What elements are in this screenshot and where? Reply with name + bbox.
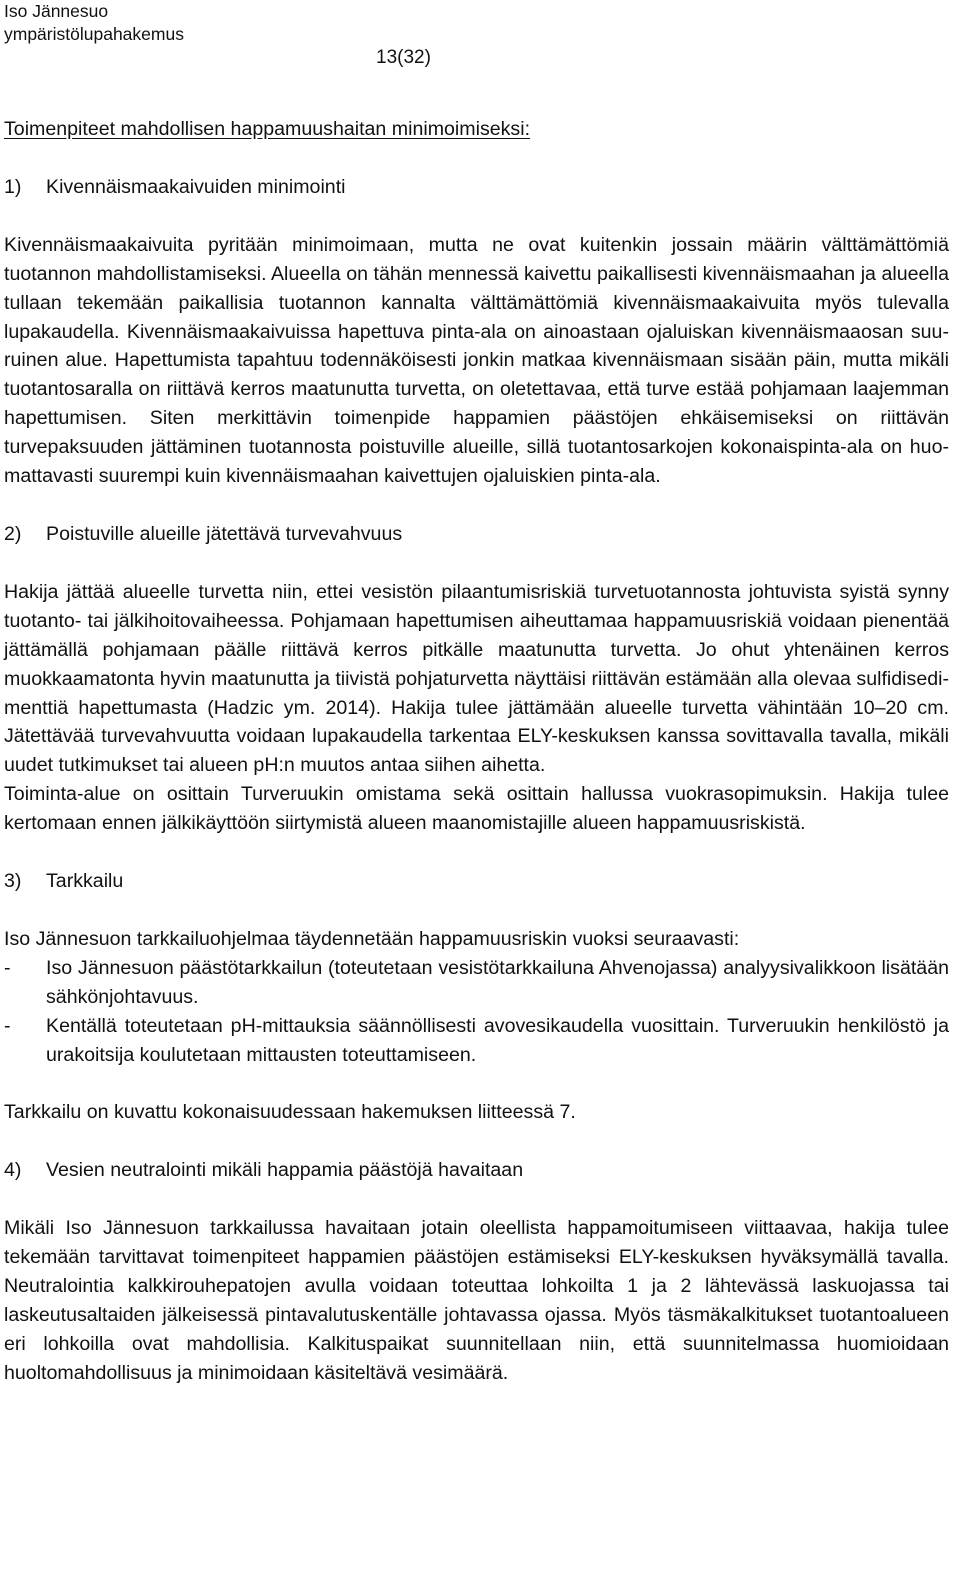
section-3-number: 3)	[4, 870, 22, 893]
section-4-number: 4)	[4, 1159, 22, 1182]
section-title: Toimenpiteet mahdollisen happamuushaitan minimoimiseksi:	[4, 118, 531, 140]
section-3-note: Tarkkailu on kuvattu kokonaisuudessaan hakemuksen liitteessä 7.	[4, 1101, 576, 1124]
list-item	[4, 1012, 949, 1070]
header-document-type: ympäristölupahakemus	[4, 24, 184, 44]
bullet-dash: -	[4, 1014, 11, 1037]
header-project-name: Iso Jännesuo	[4, 1, 109, 21]
section-4-paragraph: Mikäli Iso Jännesuon tarkkailussa havaitaan jotain oleellista happamoitumiseen viittaavaa, hakija tulee tekemään tarvittavat toimenpiteet happamien päästöjen estämiseksi ELY-keskuksen hyväksymällä tavalla. Neutralointia kalkkirouhepatojen avulla voidaan toteuttaa lohkoilta 1 ja 2 lähtevässä laskuojassa tai laskeutusaltaiden jälkeisessä pintavalutuskentälle johtavassa ojassa. Myös täsmäkalkitukset tuotantoalueen eri lohkoilla ovat mahdollisia. Kalkituspaikat suunnitellaan niin, että suunnitelmassa huomioidaan huoltomahdollisuus ja minimoidaan käsiteltävä vesimäärä.	[4, 1217, 949, 1384]
section-1-paragraph: Kivennäismaakaivuita pyritään minimoimaan, mutta ne ovat kuitenkin jossain määrin välttämättömiä tuotannon mahdollistamiseksi. Alueella on tähän mennessä kaivettu paikallisesti kivennäismaahan ja alueella tullaan tekemään paikallisia tuotannon kannalta välttämättömiä kivennäismaakaivuita myös tulevalla lupakaudella. Kivennäismaakaivuissa hapettuva pinta-ala on ainoastaan ojaluiskan kivennäismaaosan suuruinen alue. Hapettumista tapahtuu todennäköisesti jonkin matkaa kivennäismaan sisään päin, mutta mikäli tuotantosaralla on riittävä kerros maatunutta turvetta, on oletettavaa, että turve estää pohjamaan laajemman hapettumisen. Siten merkittävin toimenpide happamien päästöjen ehkäisemiseksi on riittävän turvepaksuuden jättäminen tuotannosta poistuville alueille, sillä tuotantosarkojen kokonaispinta-ala on huomattavasti suurempi kuin kivennäismaahan kaivettujen ojaluiskien pinta-ala.	[4, 233, 949, 488]
section-1-number: 1)	[4, 175, 22, 198]
page-number: 13(32)	[376, 47, 431, 68]
section-4-heading-text: Vesien neutralointi mikäli happamia päästöjä havaitaan	[46, 1159, 524, 1182]
section-1-heading-text: Kivennäismaakaivuiden minimointi	[46, 175, 346, 198]
section-2-number: 2)	[4, 522, 22, 545]
list-item	[4, 954, 949, 1012]
section-1-heading	[4, 173, 949, 202]
section-3-intro: Iso Jännesuon tarkkailuohjelmaa täydennetään happamuusriskin vuoksi seuraavasti:	[4, 927, 740, 950]
bullet-dash: -	[4, 956, 11, 979]
section-4-heading	[4, 1156, 949, 1185]
list-item-text: Iso Jännesuon päästötarkkailun (toteutetaan vesistötarkkailuna Ahvenojassa) analyysivalikkoon lisätään sähkönjohtavuus.	[46, 956, 949, 1008]
list-item-text: Kentällä toteutetaan pH-mittauksia säännöllisesti avovesikaudella vuosittain. Turveruukin henkilöstö ja urakoitsija koulutetaan mittausten toteuttamiseen.	[46, 1014, 949, 1066]
document-page	[4, 0, 949, 1384]
section-2-paragraph-2: Toiminta-alue on osittain Turveruukin omistama sekä osittain hallussa vuokrasopimuksin. Hakija tulee kertomaan ennen jälkikäyttöön siirtymistä alueen maanomistajille alueen happamuusriskistä.	[4, 783, 949, 835]
document-body	[4, 115, 949, 1388]
section-2-heading	[4, 520, 949, 549]
section-2-paragraph-1: Hakija jättää alueelle turvetta niin, ettei vesistön pilaantumisriskiä turvetuotannosta johtuvista syistä synny tuotanto- tai jälkihoitovaiheessa. Pohjamaan hapettumisen aiheuttamaa happamuusriskiä voidaan pienentää jättämällä pohjamaan päälle riittävä kerros pitkälle maatunutta turvetta. Jo ohut yhtenäinen kerros muokkaamatonta hyvin maatunutta ja tiivistä pohjaturvetta näyttäisi riittävän estämään alla olevaa sulfidisedimenttiä hapettumasta (Hadzic ym. 2014). Hakija tulee jättämään alueelle turvetta vähintään 10–20 cm. Jätettävää turvevahvuutta voidaan lupakaudella tarkentaa ELY-keskuksen kanssa sovittavalla tavalla, mikäli uudet tutkimukset tai alueen pH:n muutos antaa siihen aihetta.	[4, 580, 949, 777]
section-2-heading-text: Poistuville alueille jätettävä turvevahvuus	[46, 522, 403, 545]
section-3-heading-text: Tarkkailu	[46, 870, 124, 893]
section-3-bullet-list	[4, 954, 949, 1070]
section-3-heading	[4, 867, 949, 896]
document-header	[4, 0, 949, 46]
